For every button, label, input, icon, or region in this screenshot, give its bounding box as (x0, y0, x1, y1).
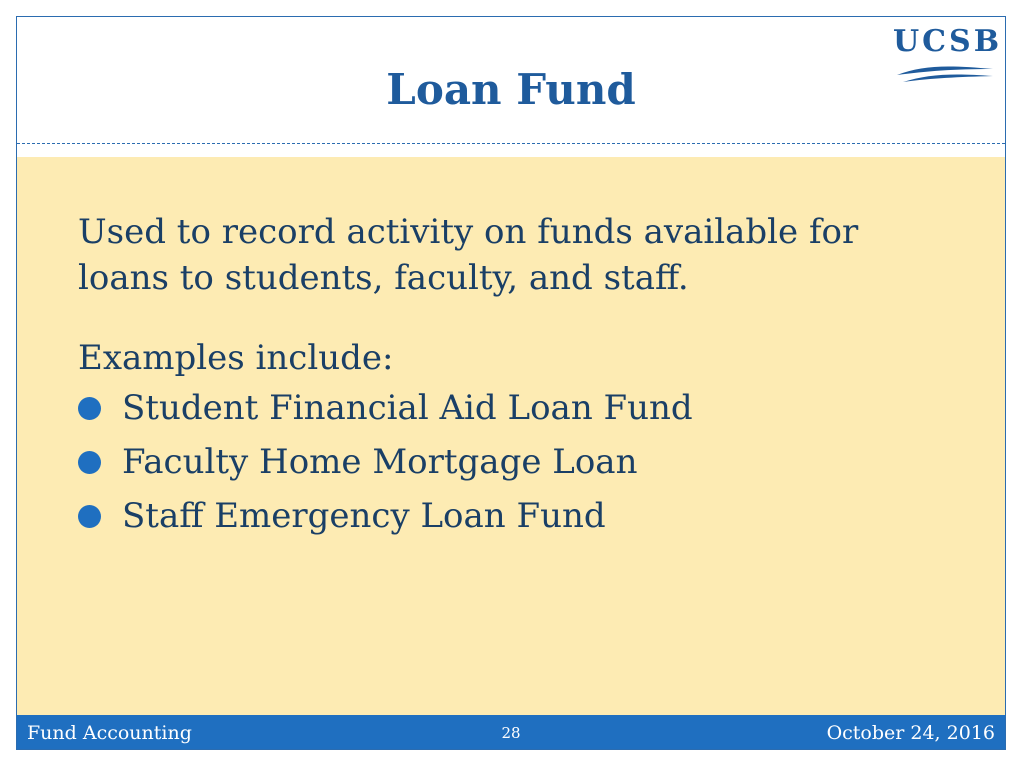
bullet-icon (78, 505, 101, 528)
title-divider (17, 143, 1005, 144)
list-item (78, 439, 693, 493)
footer-title: Fund Accounting (27, 722, 192, 744)
ucsb-logo (893, 24, 1003, 87)
list-item-label: Student Financial Aid Loan Fund (122, 388, 693, 428)
list-item (78, 385, 693, 439)
examples-list (78, 385, 693, 547)
list-item-label: Faculty Home Mortgage Loan (122, 442, 638, 482)
logo-text: UCSB (893, 24, 1003, 59)
slide (16, 16, 1006, 750)
description-paragraph: Used to record activity on funds available for loans to students, faculty, and staff. (78, 212, 859, 298)
footer-bar (17, 715, 1005, 749)
content-area (17, 157, 1005, 717)
examples-heading: Examples include: (78, 338, 394, 378)
list-item (78, 493, 693, 547)
page-number: 28 (501, 724, 521, 742)
bullet-icon (78, 397, 101, 420)
slide-title: Loan Fund (386, 65, 636, 114)
logo-waves-icon (893, 61, 997, 87)
list-item-label: Staff Emergency Loan Fund (122, 496, 606, 536)
bullet-icon (78, 451, 101, 474)
footer-date: October 24, 2016 (826, 722, 995, 744)
